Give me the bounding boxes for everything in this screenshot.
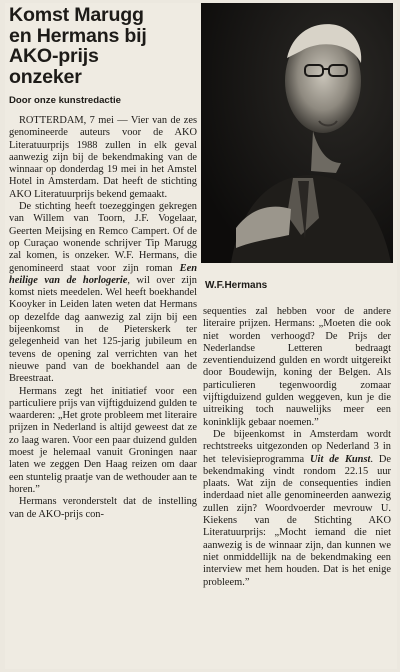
byline: Door onze kunstredactie [9,95,121,106]
paragraph-3: Hermans zegt het initiatief voor een particuliere prijs van vijftigduizend gulden te waarderen: „Het grote probleem met literaire prijzen in Nederland is altijd geweest dat ze zo laag waren. Voor een paar duizend gulden moest je helemaal vanuit Groningen naar laten we zeggen Den Haag reizen om daar een stuntelig praatje van de wethouder aan te horen.” [9,385,197,495]
paragraph-2-rest: , wil over zijn komst niets meedelen. Wel heeft boekhandel Kooyker in Leiden laten weten dat Hermans op dezelfde dag aanwezig zal zijn bij een bijeenkomst in de Pieterskerk ter gelegenheid van het 125-jarig jubileum en tevens de opening zal verrichten van het nieuwe pand van de boekhandel aan de Breestraat. [9,274,197,385]
portrait-image [201,3,393,263]
headline-line-1: Komst Marugg [9,4,144,26]
paragraph-6-rest: . De bekendmaking vindt rondom 22.15 uur plaats. Wat zijn de consequenties indien inderdaad niet alle genomineerden aanwezig zullen zijn? Woordvoerder mevrouw U. Kiekens van de Stichting AKO Literatuurprijs: „Mocht iemand die niet aanwezig is de winnaar zijn, dan kunnen we niet onmiddellijk na de bekendmaking een interview met hem houden. Dat is het enige probleem.” [203,453,391,588]
paragraph-4: Hermans veronderstelt dat de instelling van de AKO-prijs con- [9,496,197,520]
book-title: Een heilige van de horlogerie [9,262,197,286]
paragraph-2 [9,201,197,385]
paragraph-5: sequenties zal hebben voor de andere literaire prijzen. Hermans: „Moeten die ook niet worden verhoogd? De Prijs der Nederlandse Letteren bedraagt zeventienduizend gulden en wordt uitgereikt door Boudewijn, koning der Belgen. Als particulieren tegenwoordig zomaar vijftigduizend gulden weggeven, kun je die uitreiking toch nauwelijks meer een koninklijk gebaar noemen.” [203,306,391,428]
headline-line-3: AKO-prijs [9,45,99,67]
article-column-2 [203,306,391,589]
article-column-1 [9,115,197,521]
photo-caption: W.F.Hermans [205,280,268,291]
headline [9,5,195,87]
paragraph-1: ROTTERDAM, 7 mei — Vier van de zes genomineerde auteurs voor de AKO Literatuurprijs 1988 zullen in elk geval aanwezig zijn bij de bekendmaking van de winnaar op donderdag 19 mei in het Amstel Hotel in Amsterdam. Dat heeft de stichting AKO Literatuurprijs bekend gemaakt. [9,115,197,200]
paragraph-6-text: De bijeenkomst in Amsterdam wordt rechtstreeks uitgezonden op Nederland 3 in het televisieprogramma [203,428,391,465]
paragraph-6 [203,429,391,589]
headline-line-4: onzeker [9,65,82,88]
portrait-photo [201,3,393,263]
paragraph-2-text: De stichting heeft toezeggingen gekregen van Willem van Toorn, J.F. Vogelaar, Geerten Meijsing en Remco Campert. Of de op Curaçao wonende schrijver Tip Marugg zal komen, is onzeker. W.F. Hermans, die genomineerd staat voor zijn roman [9,201,197,274]
headline-line-2: en Hermans bij [9,24,147,47]
program-title: Uit de Kunst [310,453,371,465]
newspaper-clipping [5,3,397,669]
